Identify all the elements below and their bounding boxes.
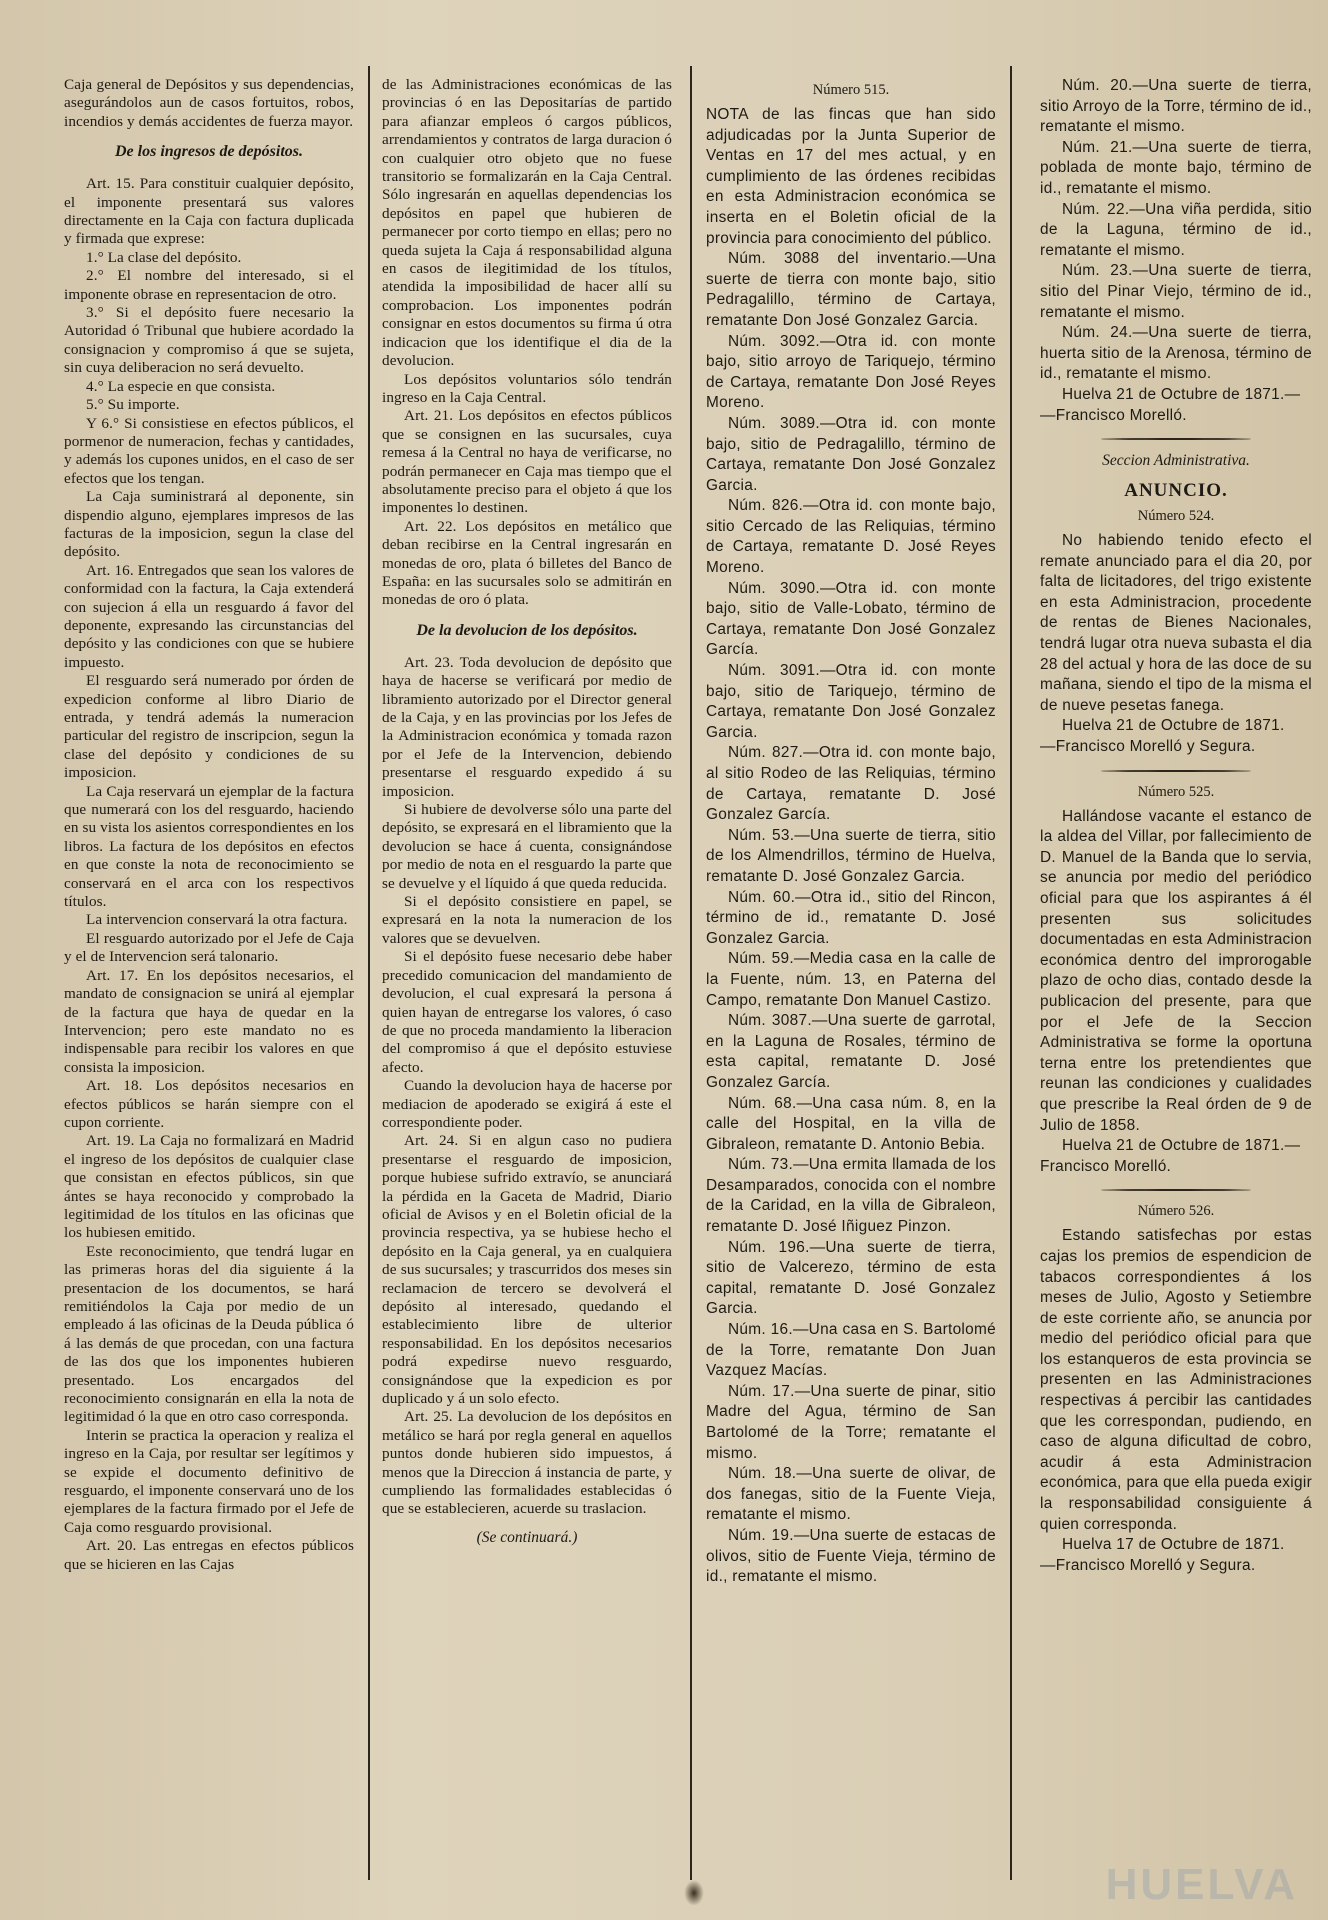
paragraph: NOTA de las fincas que han sido adjudicadas por la Junta Superior de Ventas en 17 del mes actual, y en cumplimiento de las órdenes recibidas en esta Administracion económica se inserta en el Boletin oficial de la provincia para conocimiento del público. [706,106,996,247]
paragraph: Núm. 3089.—Otra id. con monte bajo, sitio de Pedragalillo, término de Cartaya, rematante Don José Gonzalez Garcia. [706,414,996,494]
paragraph: Huelva 17 de Octubre de 1871. [1062,1536,1285,1554]
paragraph: Núm. 826.—Otra id. con monte bajo, sitio Cercado de las Reliquias, término de Cartaya, rematante D. José Reyes Moreno. [706,497,996,577]
column-rule [1010,66,1012,1880]
subheading: Seccion Administrativa. [1102,452,1250,470]
paragraph: 1.° La clase del depósito. [86,248,242,266]
paragraph: La Caja suministrará al deponente, sin dispendio alguno, ejemplares impresos de las facturas de la imposicion, segun la clase del depósito. [64,488,354,561]
section-separator [1101,438,1251,440]
section-heading: De los ingresos de depósitos. [115,143,303,161]
paragraph: Núm. 827.—Otra id. con monte bajo, al sitio Rodeo de las Reliquias, término de Cartaya, rematante D. José Gonzalez García. [706,744,996,824]
paragraph: Art. 22. Los depósitos en metálico que deban recibirse en la Central ingresarán en monedas de oro, plata ó billetes del Banco de España: en las sucursales solo se admitirán en monedas de oro ó plata. [382,517,672,609]
paragraph: Núm. 196.—Una suerte de tierra, sitio de Valcerezo, término de esta capital, rematante D. José Gonzalez Garcia. [706,1238,996,1318]
paragraph: 4.° La especie en que consista. [86,377,276,395]
paragraph: Núm. 23.—Una suerte de tierra, sitio del Pinar Viejo, término de id., rematante el mismo. [1040,262,1312,321]
paragraph: Núm. 24.—Una suerte de tierra, huerta sitio de la Arenosa, término de id., rematante el mismo. [1040,324,1312,383]
paragraph: La Caja reservará un ejemplar de la factura que numerará con los del resguardo, haciendo en su vista los asientos correspondientes en los libros. La factura de los depósitos en efectos en que conste la nota de reconocimiento se conservará en el arca con los respectivos títulos. [64,782,354,911]
paragraph: Hallándose vacante el estanco de la aldea del Villar, por fallecimiento de D. Manuel de la Banda que lo servia, se anuncia por medio del periódico oficial para que los aspirantes á él presenten sus solicitudes documentadas en esta Administracion económica dentro del improrogable plazo de ocho dias, contado desde la publicacion del presente, para que por el Jefe de la Seccion Administrativa se forme la oportuna terna entre los pretendientes que reunan las condiciones y cualidades que prescribe la Real órden de 9 de Julio de 1858. [1040,807,1312,1134]
paragraph: Art. 24. Si en algun caso no pudiera presentarse el resguardo de imposicion, porque hubiese sufrido extravío, se anunciará la pérdida en la Gaceta de Madrid, Diario oficial de Avisos y en el Boletin oficial de la provincia respectiva, ya se hubiese hecho el depósito en la Caja general, ya en cualquiera de sus sucursales; y trascurridos dos meses sin reclamacion de tercero se devolverá el depósito al interesado, quedando el establecimiento libre de ulterior responsabilidad. En los depósitos necesarios podrá expedirse nuevo resguardo, consignándose que la expedicion es por duplicado y á un solo efecto. [382,1132,672,1408]
paragraph: de las Administraciones económicas de las provincias ó en las Depositarías de partido para afianzar empleos ó cargos públicos, arrendamientos y contratos de larga duracion ó con cualquier otro objeto que no fuese transitorio se formalizarán en la Caja Central. Sólo ingresarán en aquellas dependencias los depósitos en papel que hubieren de permanecer por corto tiempo en ellas; pero no queda sujeta la Caja á responsabilidad alguna en casos de ilegitimidad de los títulos, atendida la imposibilidad de hacer allí su comprobacion. Los imponentes podrán consignar en estos documentos su firma ú otra indicacion que los identifique el dia de la devolucion. [382,76,672,370]
paragraph: Núm. 16.—Una casa en S. Bartolomé de la Torre, rematante Don Juan Vazquez Macías. [706,1321,996,1380]
paragraph: 3.° Si el depósito fuere necesario la Autoridad ó Tribunal que hubiere acordado la consignacion y compromiso á que se sujeta, sin cuya deliberacion no será devuelto. [64,304,354,377]
paragraph: Art. 21. Los depósitos en efectos públicos que se consignen en las sucursales, cuya remesa á la Central no haya de verificarse, no podrán permanecer en Caja mas tiempo que el absolutamente preciso para el objeto á que los imponentes lo destinen. [382,407,672,517]
column-3 [706,76,996,1890]
paragraph: Art. 23. Toda devolucion de depósito que haya de hacerse se verificará por medio de libramiento autorizado por el Director general de la Caja, y en las provincias por los Jefes de la Administracion económica y tomada razon por el Jefe de la Intervencion, debiendo presentarse el resguardo expedido á su imposicion. [382,653,672,800]
paragraph: 5.° Su importe. [86,396,180,414]
paragraph: Núm. 3090.—Otra id. con monte bajo, sitio de Valle-Lobato, término de Cartaya, rematante Don José Gonzalez García. [706,579,996,659]
paragraph: Si el depósito consistiere en papel, se expresará en la nota la numeracion de los valores que se devuelven. [382,893,672,947]
section-separator [1101,770,1251,772]
paragraph: Núm. 18.—Una suerte de olivar, de dos fanegas, sitio de la Fuente Vieja, rematante el mismo. [706,1465,996,1524]
section-separator [1101,1189,1251,1191]
paragraph: Huelva 21 de Octubre de 1871.— [1062,385,1301,403]
paragraph: Núm. 3087.—Una suerte de garrotal, en la Laguna de Rosales, término de esta capital, rematante D. José Gonzalez García. [706,1012,996,1091]
paragraph: Núm. 53.—Una suerte de tierra, sitio de los Almendrillos, término de Huelva, rematante D. José Gonzalez Garcia. [706,826,996,885]
paragraph: Núm. 68.—Una casa núm. 8, en la calle del Hospital, en la villa de Gibraleon, rematante D. Antonio Bebia. [706,1094,996,1153]
paragraph: Huelva 21 de Octubre de 1871. [1062,717,1285,735]
column-1 [64,76,354,1890]
paragraph: Caja general de Depósitos y sus dependencias, asegurándolos aun de casos fortuitos, robos, incendios y demás accidentes de fuerza mayor. [64,76,354,130]
paragraph: Interin se practica la operacion y realiza el ingreso en la Caja, por resultar ser legítimos y se expide el documento definitivo de resguardo, el imponente conservará uno de los ejemplares de la factura firmado por el Jefe de Caja como resguardo provisional. [64,1426,354,1536]
paragraph: Cuando la devolucion haya de hacerse por mediacion de apoderado se exigirá á este el correspondiente poder. [382,1077,672,1131]
paragraph: Núm. 60.—Otra id., sitio del Rincon, término de id., rematante D. José Gonzalez Garcia. [706,888,996,947]
paragraph: —Francisco Morelló y Segura. [1040,1556,1256,1574]
paragraph: Y 6.° Si consistiese en efectos públicos, el pormenor de numeracion, fechas y cantidades, y además los cupones unidos, en el caso de ser efectos que los tengan. [64,414,354,487]
paragraph: El resguardo será numerado por órden de expedicion conforme al libro Diario de entrada, y tendrá además la numeracion particular del registro de inscripcion, segun la clase del depósito y condiciones de su imposicion. [64,672,354,782]
paragraph: Núm. 3091.—Otra id. con monte bajo, sitio de Tariquejo, término de Cartaya, rematante Don José Gonzalez Garcia. [706,662,996,741]
paragraph: Art. 20. Las entregas en efectos públicos que se hicieren en las Cajas [64,1537,354,1573]
paragraph: Los depósitos voluntarios sólo tendrán ingreso en la Caja Central. [382,370,672,406]
paragraph: —Francisco Morelló y Segura. [1040,738,1256,756]
paragraph: Núm. 21.—Una suerte de tierra, poblada de monte bajo, término de id., rematante el mismo. [1040,138,1312,197]
paragraph: Si el depósito fuese necesario debe haber precedido comunicacion del mandamiento de devolucion, el cual expresará la persona á quien hayan de entregarse los valores, ó caso de que no proceda mandamiento la liberacion del compromiso á que el depósito estuviese afecto. [382,948,672,1076]
archive-watermark: HUELVA [1105,1860,1298,1909]
notice-number: Número 526. [1137,1203,1215,1220]
notice-number: Número 515. [812,82,890,98]
column-4 [1040,76,1312,1890]
section-heading: De la devolucion de los depósitos. [416,621,638,639]
paragraph: Francisco Morelló. [1040,1157,1172,1175]
paragraph: Núm. 20.—Una suerte de tierra, sitio Arroyo de la Torre, término de id., rematante el mismo. [1040,77,1312,136]
notice-number: Número 525. [1137,783,1215,800]
paragraph: Núm. 3088 del inventario.—Una suerte de tierra con monte bajo, sitio Pedragalillo, término de Cartaya, rematante Don José Gonzalez Garcia. [706,250,996,329]
paragraph: Núm. 19.—Una suerte de estacas de olivos, sitio de Fuente Vieja, término de id., rematante el mismo. [706,1526,996,1586]
paragraph: Art. 25. La devolucion de los depósitos en metálico se hará por regla general en aquellos puntos donde hubieren sido impuestos, á menos que la Direccion á instancia de parte, y cumpliendo las formalidades establecidas ó que se establecieren, acuerde su traslacion. [382,1408,672,1518]
paragraph: Núm. 17.—Una suerte de pinar, sitio Madre del Agua, término de San Bartolomé de la Torre; rematante el mismo. [706,1382,996,1462]
paragraph: No habiendo tenido efecto el remate anunciado para el dia 20, por falta de licitadores, del trigo existente en esta Administracion, procedente de rentas de Bienes Nacionales, tendrá lugar otra nueva subasta el dia 28 del actual y hora de las doce de su mañana, siendo el tipo de la misma el de nueve pesetas fanega. [1040,532,1312,714]
paragraph: Art. 17. En los depósitos necesarios, el mandato de consignacion se unirá al ejemplar de la factura que haya de quedar en la Intervencion; pero este mandato no es indispensable para recibir los valores en que consista la imposicion. [64,966,354,1076]
paragraph: Núm. 3092.—Otra id. con monte bajo, sitio arroyo de Tariquejo, término de Cartaya, rematante Don José Reyes Moreno. [706,332,996,412]
column-rule [368,66,370,1880]
paragraph: Núm. 59.—Media casa en la calle de la Fuente, núm. 13, en Paterna del Campo, rematante Don Manuel Castizo. [706,950,996,1009]
paragraph: El resguardo autorizado por el Jefe de Caja y el de Intervencion será talonario. [64,929,354,966]
paragraph: Estando satisfechas por estas cajas los premios de espendicion de tabacos correspondientes á los meses de Julio, Agosto y Setiembre de este corriente año, se anuncia por medio del periódico oficial para que los estanqueros de esta provincia se presenten en las Administraciones respectivas á percibir las cantidades que les correspondan, pudiendo, en caso de alguna dificultad de cobro, acudir á esta Administracion económica, para que ella pueda exigir la responsabilidad consiguiente á quien corresponda. [1040,1227,1312,1533]
paragraph: Este reconocimiento, que tendrá lugar en las primeras horas del dia siguiente á la presentacion de los documentos, se hará remitiéndolos la Caja por medio de un empleado á las oficinas de la Deuda pública ó á las demás de que procedan, con una factura de las dos que los imponentes hubieren presentado. Los encargados del reconocimiento consignarán en ella la nota de legitimidad ó la que en otro caso corresponda. [64,1242,354,1426]
ink-stain [684,1880,704,1906]
announcement-heading: ANUNCIO. [1124,480,1228,502]
paragraph: Art. 16. Entregados que sean los valores de conformidad con la factura, la Caja extenderá con sujecion á ella un resguardo á favor del deponente, expresando las circunstancias del depósito y las condiciones con que se hubiere impuesto. [64,561,354,671]
paragraph: Núm. 22.—Una viña perdida, sitio de la Laguna, término de id., rematante el mismo. [1040,200,1312,259]
column-rule [690,66,692,1880]
paragraph: 2.° El nombre del interesado, si el imponente obrase en representacion de otro. [64,267,354,303]
paragraph: Si hubiere de devolverse sólo una parte del depósito, se expresará en el libramiento que la devolucion se hace á cuenta, consignándose por medio de nota en el resguardo la parte que se devuelve y el líquido á que queda reducida. [382,801,672,892]
paragraph: Art. 19. La Caja no formalizará en Madrid el ingreso de los depósitos de cualquier clase que consistan en efectos públicos, sin que ántes se haya reconocido y comprobado la legitimidad de los títulos en las oficinas que los hubiesen emitido. [64,1132,354,1242]
paragraph: Núm. 73.—Una ermita llamada de los Desamparados, conocida con el nombre de la Caridad, en la villa de Gibraleon, rematante D. José Iñiguez Pinzon. [706,1156,996,1236]
subheading: (Se continuará.) [476,1528,578,1546]
paragraph: Art. 18. Los depósitos necesarios en efectos públicos se harán siempre con el cupon corriente. [64,1077,354,1131]
paragraph: Huelva 21 de Octubre de 1871.— [1062,1137,1301,1155]
paragraph: —Francisco Morelló. [1040,406,1187,424]
paragraph: La intervencion conservará la otra factura. [86,911,348,929]
notice-number: Número 524. [1137,508,1215,525]
column-2 [382,76,672,1890]
paragraph: Art. 15. Para constituir cualquier depósito, el imponente presentará sus valores directamente en la Caja con factura duplicada y firmada que exprese: [64,175,354,248]
